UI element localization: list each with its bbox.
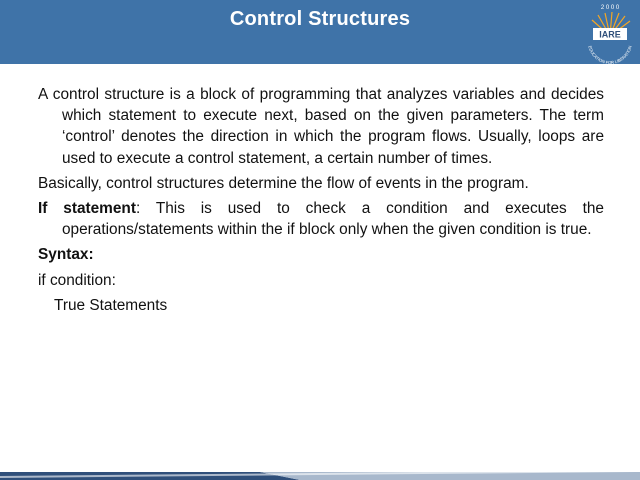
syntax-label: Syntax: (38, 246, 94, 264)
slide-title: Control Structures (229, 8, 411, 30)
code-line-condition: if condition: (38, 271, 116, 289)
iare-logo-icon (580, 0, 640, 64)
logo-motto: EDUCATION FOR LIBERATION (587, 45, 633, 64)
iare-logo (580, 0, 640, 64)
paragraph-if-statement (38, 198, 604, 240)
slide-header (0, 0, 640, 64)
paragraph-summary: Basically, control structures determine the flow of events in the program. (38, 174, 529, 192)
footer-bars (0, 470, 640, 480)
if-statement-description: : This is used to check a condition and executes the operations/statements within the if block only when the given condition is true. (62, 200, 604, 239)
if-statement-term: If statement (38, 200, 136, 218)
paragraph-definition: A control structure is a block of programming that analyzes variables and decides which statement to execute next, based on the given parameters. The term ‘control’ denotes the direction in which the program flows. Usually, loops are used to execute a control statement, a certain number of times. (38, 86, 604, 167)
logo-name: IARE (599, 29, 621, 40)
slide-body (38, 84, 604, 320)
logo-year: 2 0 0 0 (600, 5, 620, 11)
code-line-true-statements: True Statements (54, 296, 168, 314)
